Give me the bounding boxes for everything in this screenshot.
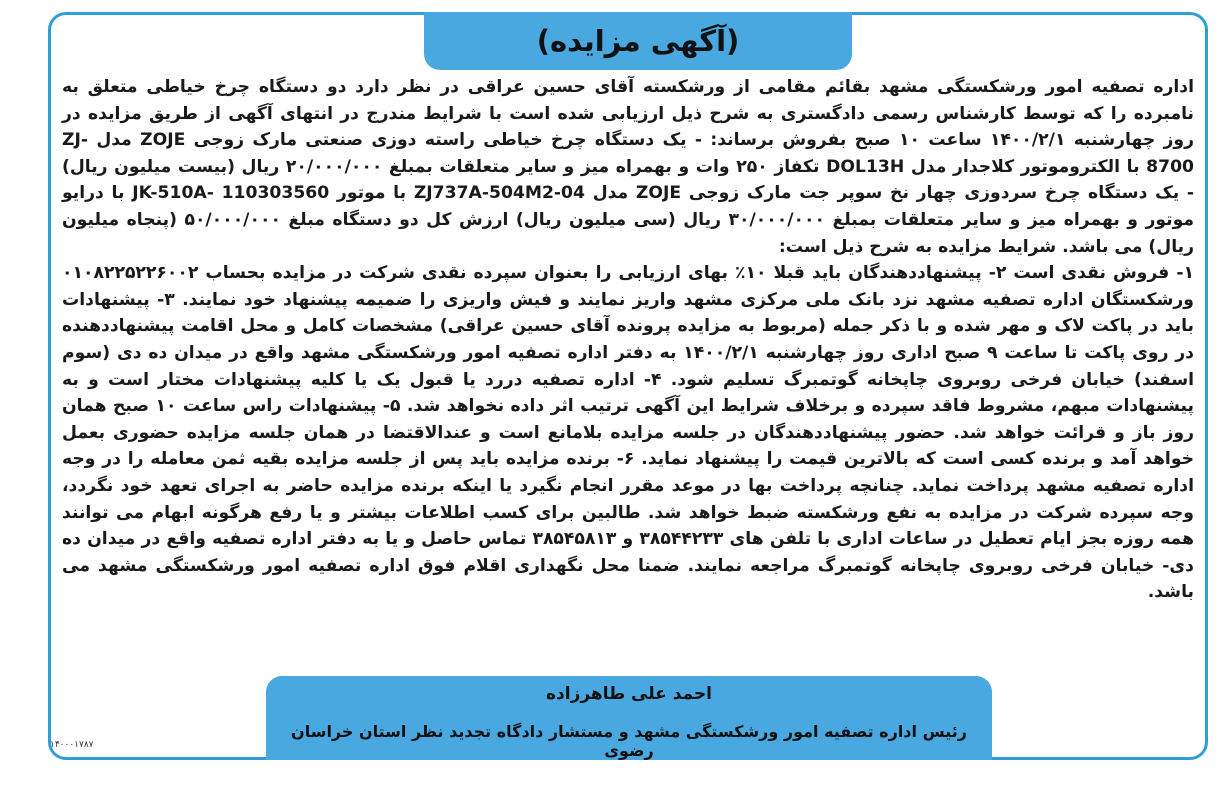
notice-paragraph-intro: اداره تصفیه امور ورشکستگی مشهد بقائم مقامی از ورشکسته آقای حسین عراقی در نظر دارد دو دستگاه چرخ خیاطی متعلق به نامبرده را که توسط کارشناس رسمی دادگستری به شرح ذیل ارزیابی شده است با شرایط مندرج در انتهای آگهی از طریق مزایده در روز چهارشنبه ۱۴۰۰/۲/۱ ساعت ۱۰ صبح بفروش برساند: - یک دستگاه چرخ خیاطی راسته دوزی صنعتی مارک زوجی ZOJE مدل ZJ-8700 با الکتروموتور کلاجدار مدل DOL13H تکفاز ۲۵۰ وات و بهمراه میز و سایر متعلقات بمبلغ ۲۰/۰۰۰/۰۰۰ ریال (بیست میلیون ریال) - یک دستگاه چرخ سردوزی چهار نخ سوپر جت مارک زوجی ZOJE مدل ZJ737A-504M2-04 با موتور JK-510A- 110303560 با درایو موتور و بهمراه میز و سایر متعلقات بمبلغ ۳۰/۰۰۰/۰۰۰ ریال (سی میلیون ریال) ارزش کل دو دستگاه مبلغ ۵۰/۰۰۰/۰۰۰ (پنجاه میلیون ریال) می باشد. شرایط مزایده به شرح ذیل است: [62, 77, 1195, 257]
title-banner [424, 12, 852, 70]
notice-title: (آگهی مزایده) [536, 24, 740, 58]
signatory-name: احمد علی طاهرزاده [545, 684, 712, 704]
signatory-position: رئیس اداره تصفیه امور ورشکستگی مشهد و مستشار دادگاه تجدید نظر استان خراسان رضوی [291, 722, 967, 760]
signature-box [266, 676, 992, 760]
notice-body [62, 74, 1194, 606]
notice-code: ۱۴۰۰۰۱۷۸۷ [50, 740, 94, 750]
notice-paragraph-conditions: ۱- فروش نقدی است ۲- پیشنهاددهندگان باید قبلا ۱۰٪ بهای ارزیابی را بعنوان سپرده نقدی شرکت در مزایده بحساب ۰۱۰۸۲۲۵۲۲۶۰۰۲ ورشکستگان اداره تصفیه مشهد نزد بانک ملی مرکزی مشهد واریز نمایند و فیش واریزی را ضمیمه پیشنهاد خود نمایند. ۳- پیشنهادات باید در پاکت لاک و مهر شده و با ذکر جمله (مربوط به مزایده پرونده آقای حسین عراقی) مشخصات کامل و محل اقامت پیشنهاددهنده در روی پاکت تا ساعت ۹ صبح اداری روز چهارشنبه ۱۴۰۰/۲/۱ به دفتر اداره تصفیه امور ورشکستگی مشهد واقع در میدان ده دی (سوم اسفند) خیابان فرخی روبروی چاپخانه گوتمبرگ تسلیم شود. ۴- اداره تصفیه دررد یا قبول یک یا کلیه پیشنهادات مختار است و به پیشنهادات مبهم، مشروط فاقد سپرده و برخلاف شرایط این آگهی ترتیب اثر داده نخواهد شد. ۵- پیشنهادات راس ساعت ۱۰ صبح همان روز باز و قرائت خواهد شد. حضور پیشنهاددهندگان در جلسه مزایده بلامانع است و عندالاقتضا در همان جلسه مزایده حضوری بعمل خواهد آمد و برنده کسی است که بالاترین قیمت را پیشنهاد نماید. ۶- برنده مزایده باید پس از جلسه مزایده بقیه ثمن معامله را در وجه اداره تصفیه مشهد پرداخت نماید. چنانچه پرداخت بها در موعد مقرر انجام نگیرد یا اینکه برنده مزایده حاضر به اجرای تعهد خود نگردد، وجه سپرده شرکت در مزایده به نفع ورشکسته ضبط خواهد شد. طالبین برای کسب اطلاعات بیشتر و یا رفع هرگونه ابهام می توانند همه روزه بجز ایام تعطیل در ساعات اداری با تلفن های ۳۸۵۴۴۲۳۳ و ۳۸۵۴۵۸۱۳ تماس حاصل و یا به دفتر اداره تصفیه واقع در میدان ده دی- خیابان فرخی روبروی چاپخانه گوتمبرگ مراجعه نمایند. ضمنا محل نگهداری اقلام فوق اداره تصفیه امور ورشکستگی مشهد می باشد. [62, 263, 1195, 603]
